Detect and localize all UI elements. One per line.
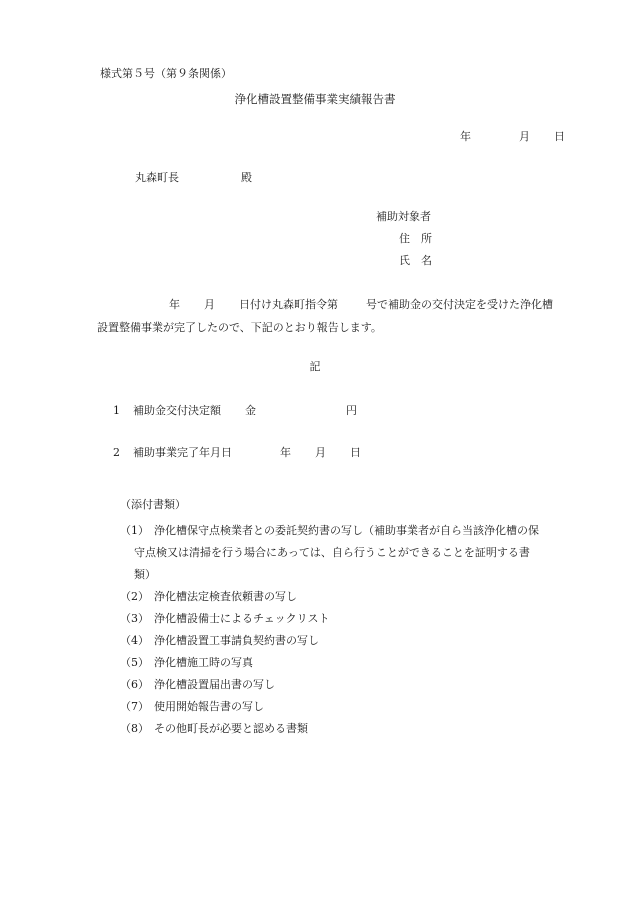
attachment-text: その他町長が必要と認める書類	[154, 722, 308, 735]
applicant-heading: 補助対象者	[376, 210, 431, 223]
attachment-item	[120, 520, 580, 586]
form-number-label: 様式第５号（第９条関係）	[100, 67, 232, 80]
addressee-name: 丸森町長	[135, 171, 179, 184]
attachment-number: （7）	[120, 700, 149, 713]
attachment-number: （3）	[120, 612, 149, 625]
item-value-prefix: 金	[245, 404, 256, 417]
attachments-section	[120, 498, 580, 740]
body-line-2: 設置整備事業が完了したので、下記のとおり報告します。	[97, 321, 382, 334]
applicant-name-label: 氏 名	[399, 254, 432, 267]
body-month: 月	[204, 298, 215, 311]
attachment-item	[120, 696, 580, 718]
item-label: 補助金交付決定額	[133, 404, 221, 417]
item-value-unit: 円	[346, 404, 357, 417]
date-month: 月	[519, 130, 530, 143]
ki-heading: 記	[309, 360, 321, 373]
body-line-1	[113, 293, 573, 316]
attachment-number: （1）	[120, 524, 149, 537]
item-number: 2	[113, 446, 120, 459]
attachment-text: 浄化槽法定検査依頼書の写し	[154, 590, 297, 603]
item-subsidy-amount	[113, 404, 357, 418]
attachment-text: 浄化槽設備士によるチェックリスト	[154, 612, 330, 625]
attachment-item	[120, 608, 580, 630]
attachment-item	[120, 586, 580, 608]
report-body	[97, 293, 573, 339]
attachment-text-cont: 守点検又は清掃を行う場合にあっては、自ら行うことができることを証明する書	[134, 546, 530, 559]
attachment-number: （4）	[120, 634, 149, 647]
item-number: 1	[113, 404, 120, 417]
attachment-number: （8）	[120, 722, 149, 735]
attachment-number: （2）	[120, 590, 149, 603]
body-year: 年	[169, 298, 180, 311]
attachment-text: 浄化槽設置届出書の写し	[154, 678, 275, 691]
attachment-text: 浄化槽保守点検業者との委託契約書の写し（補助事業者が自ら当該浄化槽の保	[154, 524, 539, 537]
date-year: 年	[460, 130, 471, 143]
addressee-honorific: 殿	[241, 171, 252, 184]
item-month: 月	[315, 446, 326, 459]
applicant-block	[376, 210, 432, 276]
item-day: 日	[350, 446, 361, 459]
addressee	[135, 171, 252, 185]
attachment-text: 使用開始報告書の写し	[154, 700, 264, 713]
attachment-text: 浄化槽設置工事請負契約書の写し	[154, 634, 319, 647]
item-label: 補助事業完了年月日	[133, 446, 232, 459]
date-day: 日	[554, 130, 565, 143]
attachment-text: 浄化槽施工時の写真	[154, 656, 253, 669]
applicant-address-label: 住 所	[399, 232, 432, 245]
attachment-item	[120, 718, 580, 740]
attachment-item	[120, 630, 580, 652]
body-ref: 日付け丸森町指令第	[239, 298, 338, 311]
attachment-item	[120, 652, 580, 674]
attachment-number: （6）	[120, 678, 149, 691]
attachments-heading: （添付書類）	[120, 498, 186, 511]
attachment-number: （5）	[120, 656, 149, 669]
report-date	[460, 130, 565, 144]
document-title: 浄化槽設置整備事業実績報告書	[234, 92, 396, 106]
item-completion-date	[113, 446, 361, 460]
attachment-item	[120, 674, 580, 696]
item-year: 年	[280, 446, 291, 459]
attachment-text-cont: 類）	[134, 568, 156, 581]
body-tail: 号で補助金の交付決定を受けた浄化槽	[366, 298, 553, 311]
